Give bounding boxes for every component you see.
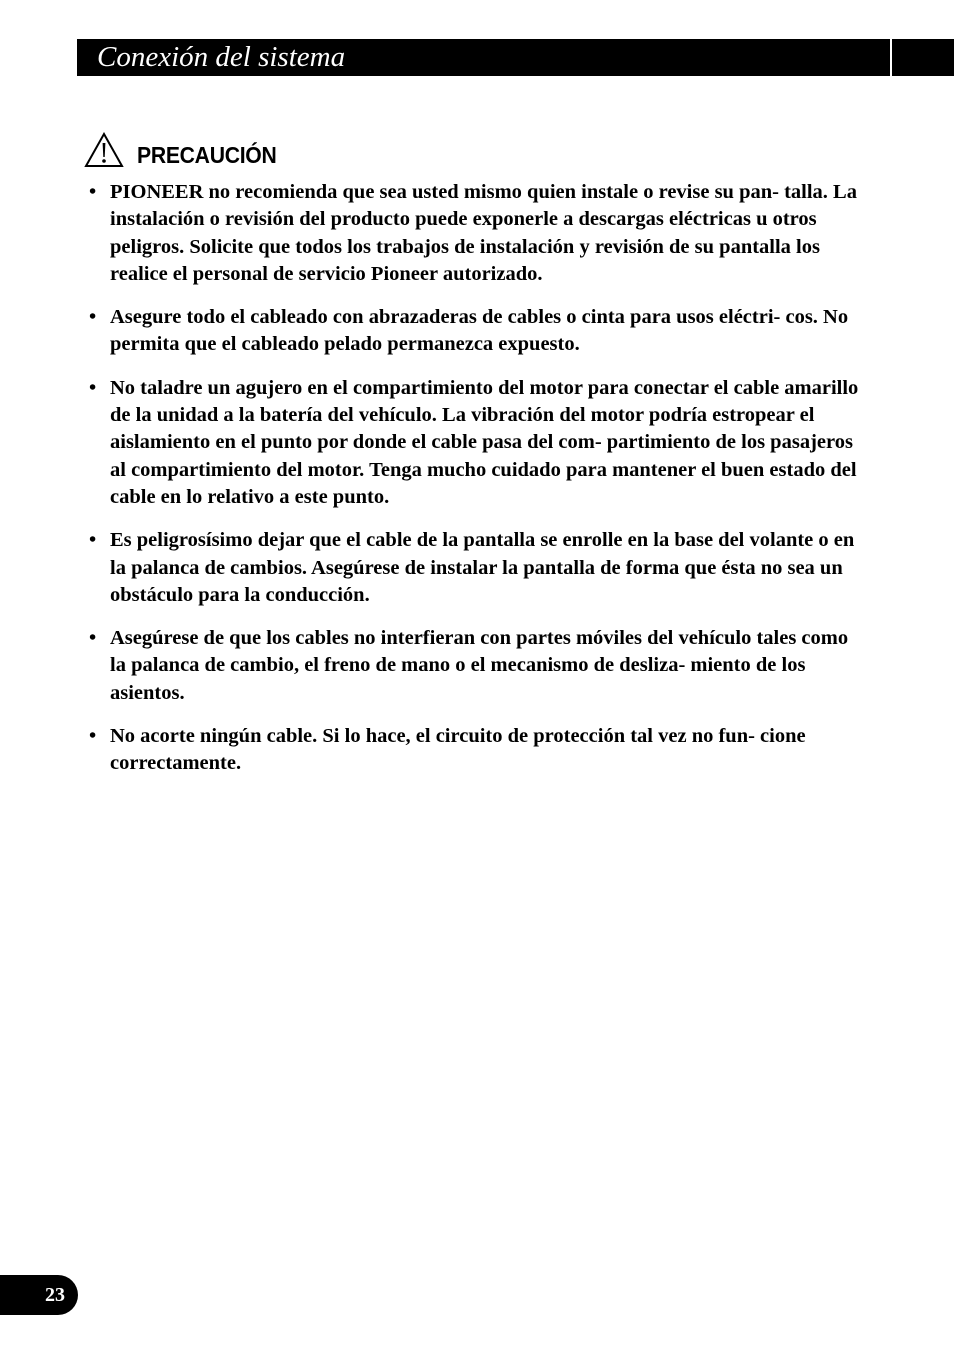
- caution-heading: [84, 128, 289, 168]
- section-header-tab: [892, 39, 954, 76]
- warning-triangle-icon: [84, 132, 124, 168]
- caution-item: • Asegure todo el cableado con abrazaderas de cables o cinta para usos eléctri- cos. No permita que el cableado pelado permanezca expuesto.: [88, 304, 863, 359]
- page-number: 23: [45, 1284, 65, 1306]
- caution-title: PRECAUCIÓN: [137, 142, 277, 168]
- caution-item: • Asegúrese de que los cables no interfieran con partes móviles del vehículo tales como la palanca de cambio, el freno de mano o el mecanismo de desliza- miento de los asientos.: [88, 625, 863, 707]
- caution-list: [88, 179, 863, 794]
- section-title: Conexión del sistema: [97, 41, 346, 73]
- caution-item: • PIONEER no recomienda que sea usted mismo quien instale o revise su pan- talla. La instalación o revisión del producto puede exponerle a descargas eléctricas u otros peligros. Solicite que todos los trabajos de instalación y revisión de su pantalla los realice el personal de servicio Pioneer autorizado.: [88, 179, 863, 288]
- caution-item: • No acorte ningún cable. Si lo hace, el circuito de protección tal vez no fun- cione correctamente.: [88, 723, 863, 778]
- caution-item: • No taladre un agujero en el compartimiento del motor para conectar el cable amarillo de la unidad a la batería del vehículo. La vibración del motor podría estropear el aislamiento en el punto por donde el cable pasa del com- partimiento de los pasajeros al compartimiento del motor. Tenga mucho cuidado para mantener el buen estado del cable en lo relativo a este punto.: [88, 375, 863, 511]
- caution-item: • Es peligrosísimo dejar que el cable de la pantalla se enrolle en la base del volante o en la palanca de cambios. Asegúrese de instalar la pantalla de forma que ésta no sea un obstáculo para la conducción.: [88, 527, 863, 609]
